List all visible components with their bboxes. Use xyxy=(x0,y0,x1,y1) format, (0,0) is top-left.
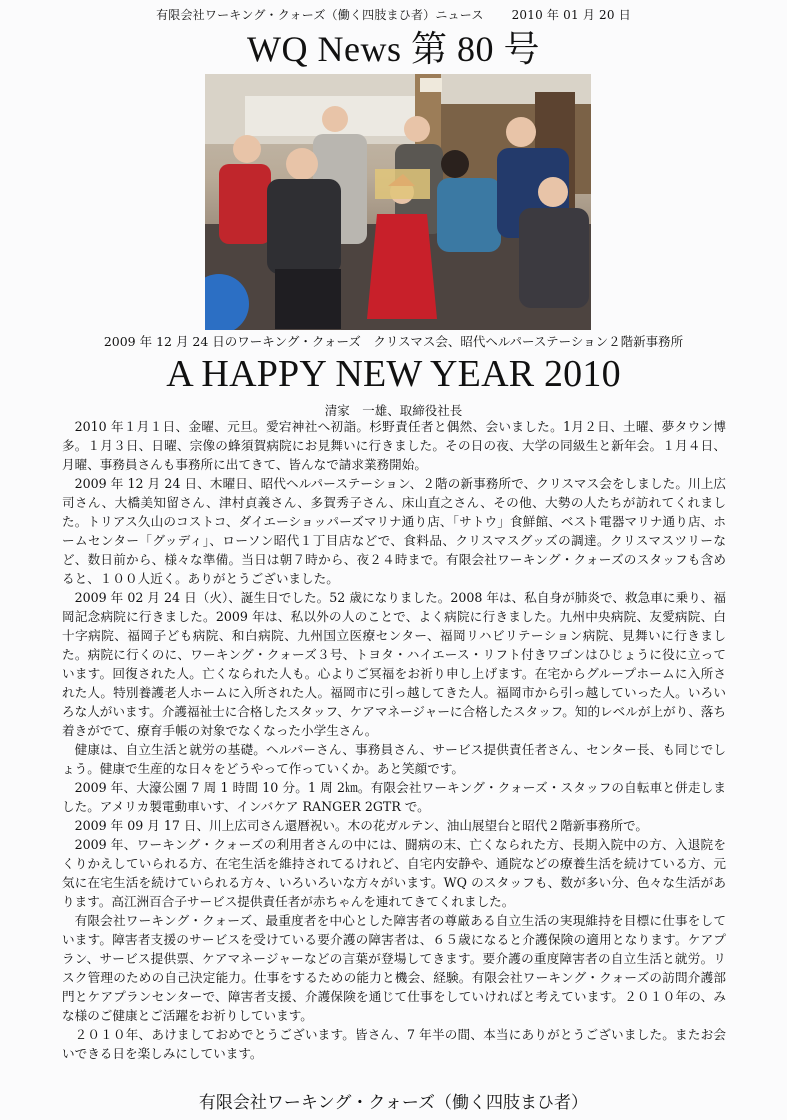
paragraph: 有限会社ワーキング・クォーズ、最重度者を中心とした障害者の尊厳ある自立生活の実現維持を目標に仕事をしています。障害者支援のサービスを受けている要介護の障害者は、６５歳になると介護保険の適用となります。ケアプラン、サービス提供票、ケアマネージャーなどの言葉が登場してきます。要介護の重度障害者の自立生活と就労。リスク管理のための自己決定能力。仕事をするための能力と機会、経験。有限会社ワーキング・クォーズの訪問介護部門とケアプランセンターで、障害者支援、介護保険を通じて仕事をしていければと考えています。２０１０年の、みな様のご健康とご活躍をお祈りしています。 xyxy=(62,913,726,1023)
issue-date: 2010 年 01 月 20 日 xyxy=(511,8,631,22)
byline: 清家 一雄、取締役社長 xyxy=(324,403,463,418)
paragraph: ２０１０年、あけましておめでとうございます。皆さん、7 年半の間、本当にありがとうございました。またお会いできる日を楽しみにしています。 xyxy=(62,1027,726,1061)
headline: A HAPPY NEW YEAR 2010 xyxy=(166,353,621,395)
paragraph: 健康は、自立生活と就労の基礎。ヘルパーさん、事務員さん、サービス提供責任者さん、センター長、も同じでしょう。健康で生産的な日々をどうやって作っていくか。あと笑顔です。 xyxy=(62,742,726,776)
paragraph: 2009 年 02 月 24 日（火）、誕生日でした。52 歳になりました。2008 年は、私自身が肺炎で、救急車に乗り、福岡記念病院に行きました。2009 年は、私以外の人のことで、よく病院に行きました。九州中央病院、友愛病院、白十字病院、福岡子ども病院、和白病院、九州国立医療センター、福岡リハビリテーション病院、見舞いに行きました。病院に行くのに、ワーキング・クォーズ３号、トヨタ・ハイエース・リフト付きワゴンはひじょうに役に立っています。回復された人。亡くなられた人も。心よりご冥福をお祈り申し上げます。在宅からグループホームに入所された人。特別養護老人ホームに入所された人。福岡市に引っ越してきた人。福岡市から引っ越していった人。いろいろな人がいます。介護福祉士に合格したスタッフ、ケアマネージャーに合格したスタッフ。知的レベルが上がり、落ち着きがでて、療育手帳の対象でなくなった小学生さん。 xyxy=(62,590,726,738)
paragraph: 2009 年 12 月 24 日、木曜日、昭代ヘルパーステーション、２階の新事務所で、クリスマス会をしました。川上広司さん、大橋美知留さん、津村貞義さん、多賀秀子さん、床山直之さん、その他、大勢の人たちが訪れてくれました。トリアス久山のコストコ、ダイエーショッパーズマリナ通り店、「サトウ」食鮮館、ベスト電器マリナ通り店、ホームセンター「グッディ」、ローソン昭代１丁目店などで、食料品、クリスマスグッズの調達。クリスマスツリーなど、数日前から、様々な準備。当日は朝７時から、夜２４時まで。有限会社ワーキング・クォーズのスタッフも含めると、１００人近く。ありがとうございました。 xyxy=(62,476,726,586)
photo-caption: 2009 年 12 月 24 日のワーキング・クォーズ クリスマス会、昭代ヘルパーステーション２階新事務所 xyxy=(103,334,684,349)
paragraph: 2009 年、大濠公園 7 周 1 時間 10 分。1 周 2㎞。有限会社ワーキング・クォーズ・スタッフの自転車と併走しました。アメリカ製電動車いす、インバケア RANGER 2GTR で。 xyxy=(62,780,726,814)
paragraph: 2009 年、ワーキング・クォーズの利用者さんの中には、闘病の末、亡くなられた方、長期入院中の方、入退院をくりかえしていられる方、在宅生活を維持されてるけれど、自宅内安静や、通院などの療養生活を続けている方、元気に在宅生活を続けていられる方々、いろいろいな方々がいます。WQ のスタッフも、数が多い分、色々な生活があります。高江洲百合子サービス提供責任者が赤ちゃんを連れてきてくれました。 xyxy=(62,837,726,909)
footer-company: 有限会社ワーキング・クォーズ（働く四肢まひ者） xyxy=(198,1093,589,1113)
newsletter-header xyxy=(0,6,787,23)
paragraph: 2009 年 09 月 17 日、川上広司さん還暦祝い。木の花ガルテン、油山展望台と昭代２階新事務所で。 xyxy=(74,818,648,833)
company-header: 有限会社ワーキング・クォーズ（働く四肢まひ者）ニュース xyxy=(156,8,484,22)
article-body xyxy=(62,417,726,1063)
paragraph: 2010 年１月１日、金曜、元旦。愛宕神社へ初詣。杉野責任者と偶然、会いました。1月２日、土曜、夢タウン博多。１月３日、日曜、宗像の蜂須賀病院にお見舞いに行きました。その日の夜、大学の同級生と新年会。１月４日、月曜、事務員さんも事務所に出てきて、皆んなで請求業務開始。 xyxy=(62,419,726,472)
newsletter-title: WQ News 第 80 号 xyxy=(247,29,540,69)
christmas-party-photo xyxy=(205,74,591,330)
